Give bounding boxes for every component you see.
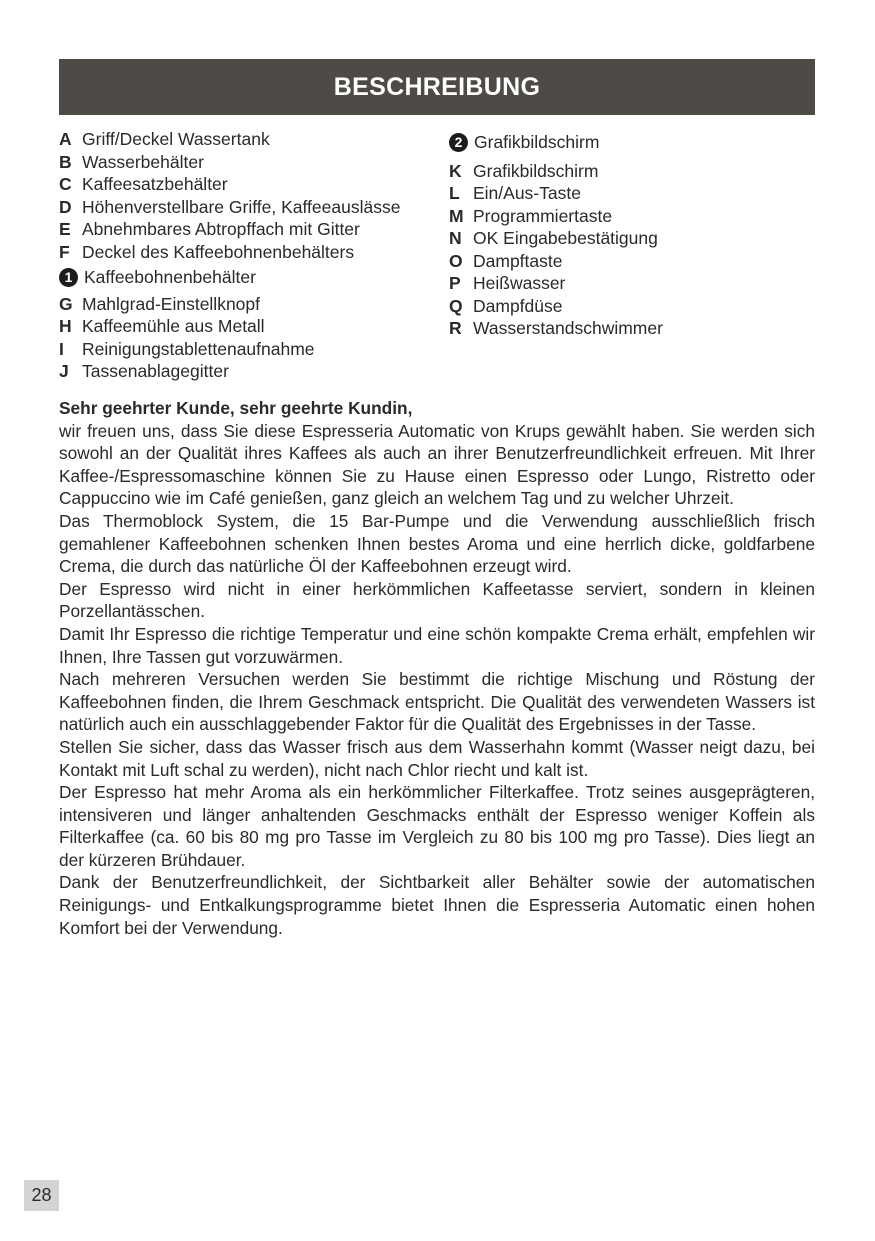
group-label: Grafikbildschirm xyxy=(474,132,600,152)
item-letter: M xyxy=(449,205,464,226)
parts-item xyxy=(449,317,819,340)
group-number-badge: 2 xyxy=(449,133,468,152)
item-label: Reinigungstablettenaufnahme xyxy=(82,338,315,359)
parts-item xyxy=(59,315,439,338)
page-number: 28 xyxy=(24,1180,59,1211)
parts-item xyxy=(59,218,439,241)
item-label: Kaffeemühle aus Metall xyxy=(82,316,265,336)
parts-item xyxy=(449,272,819,295)
body-paragraph: wir freuen uns, dass Sie diese Espresseria Automatic von Krups gewählt haben. Sie werden sich sowohl an der Qualität ihres Kaffees als auch an ihrer Benutzerfreundlichkeit erfreuen. Mit Ihrer Kaffee-/Espressomaschine können Sie zu Hause einen Espresso oder Lungo, Ristretto oder Cappuccino wie im Café genießen, ganz gleich an welchem Tag und zu welcher Uhrzeit. xyxy=(59,420,815,509)
body-paragraph: Der Espresso wird nicht in einer herkömmlichen Kaffeetasse serviert, sondern in kleinen Porzellantässchen. xyxy=(59,578,815,622)
item-letter: H xyxy=(59,316,72,336)
salutation: Sehr geehrter Kunde, sehr geehrte Kundin, xyxy=(59,398,413,418)
item-letter: D xyxy=(59,196,72,217)
item-letter: G xyxy=(59,293,73,314)
parts-list-left xyxy=(59,128,439,383)
item-letter: B xyxy=(59,151,72,172)
item-letter: A xyxy=(59,129,72,149)
item-label: Abnehmbares Abtropffach mit Gitter xyxy=(82,219,360,239)
parts-item xyxy=(449,295,819,318)
parts-item xyxy=(449,182,819,205)
parts-item xyxy=(59,241,439,264)
section-header xyxy=(59,59,815,115)
parts-item xyxy=(449,160,819,183)
item-letter: O xyxy=(449,250,463,271)
parts-item xyxy=(59,293,439,316)
parts-item xyxy=(59,196,439,219)
parts-list-right xyxy=(449,131,819,340)
parts-item xyxy=(59,151,439,174)
item-label: OK Eingabebestätigung xyxy=(473,228,658,248)
parts-item xyxy=(449,250,819,273)
item-label: Grafikbildschirm xyxy=(473,160,599,181)
item-label: Höhenverstellbare Griffe, Kaffeeauslässe xyxy=(82,196,401,217)
item-letter: I xyxy=(59,338,64,359)
group-number-badge: 1 xyxy=(59,268,78,287)
item-letter: K xyxy=(449,160,462,181)
intro-text xyxy=(59,397,815,939)
item-letter: E xyxy=(59,219,71,239)
group-heading xyxy=(449,131,819,154)
body-paragraph: Dank der Benutzerfreundlichkeit, der Sichtbarkeit aller Behälter sowie der automatischen Reinigungs- und Entkalkungsprogramme bietet Ihnen die Espresseria Automatic einen hohen Komfort bei der Verwendung. xyxy=(59,872,815,938)
item-label: Wasserstandschwimmer xyxy=(473,318,663,338)
body-paragraph: Nach mehreren Versuchen werden Sie bestimmt die richtige Mischung und Röstung der Kaffeebohnen finden, die Ihrem Geschmack entspricht. Die Qualität des verwendeten Wassers ist natürlich auch ein ausschlaggebender Faktor für die Qualität des Ergebnisses in der Tasse. xyxy=(59,669,815,735)
parts-item xyxy=(59,128,439,151)
item-label: Kaffeesatzbehälter xyxy=(82,174,228,194)
item-label: Wasserbehälter xyxy=(82,151,204,172)
item-letter: Q xyxy=(449,295,463,316)
item-letter: P xyxy=(449,273,461,293)
item-label: Mahlgrad-Einstellknopf xyxy=(82,293,261,314)
item-label: Griff/Deckel Wassertank xyxy=(82,129,270,149)
group-heading xyxy=(59,266,439,289)
group-label: Kaffeebohnenbehälter xyxy=(84,267,256,287)
item-label: Dampfdüse xyxy=(473,295,563,316)
body-paragraph: Das Thermoblock System, die 15 Bar-Pumpe und die Verwendung ausschließlich frisch gemahlener Kaffeebohnen schenken Ihnen bestes Aroma und eine herrlich dicke, goldfarbene Crema, die durch das natürliche Öl der Kaffeebohnen erzeugt wird. xyxy=(59,510,815,577)
item-letter: C xyxy=(59,174,72,194)
item-letter: J xyxy=(59,361,69,381)
parts-item xyxy=(59,338,439,361)
item-label: Heißwasser xyxy=(473,273,566,293)
parts-item xyxy=(449,227,819,250)
section-title: BESCHREIBUNG xyxy=(333,72,541,101)
item-label: Ein/Aus-Taste xyxy=(473,183,581,203)
body-paragraph: Damit Ihr Espresso die richtige Temperatur und eine schön kompakte Crema erhält, empfehlen wir Ihnen, Ihre Tassen gut vorzuwärmen. xyxy=(59,623,815,667)
item-label: Programmiertaste xyxy=(473,205,613,226)
parts-item xyxy=(59,360,439,383)
parts-item xyxy=(59,173,439,196)
body-paragraph: Der Espresso hat mehr Aroma als ein herkömmlicher Filterkaffee. Trotz seines ausgeprägteren, intensiveren und länger anhaltenden Geschmacks enthält der Espresso weniger Koffein als Filterkaffee (ca. 60 bis 80 mg pro Tasse im Vergleich zu 80 bis 100 mg pro Tasse). Dies liegt an der kürzeren Brühdauer. xyxy=(59,782,815,870)
item-letter: L xyxy=(449,183,460,203)
item-letter: F xyxy=(59,241,70,262)
item-label: Deckel des Kaffeebohnenbehälters xyxy=(82,241,355,262)
parts-item xyxy=(449,205,819,228)
body-paragraph: Stellen Sie sicher, dass das Wasser frisch aus dem Wasserhahn kommt (Wasser neigt dazu, bei Kontakt mit Luft schal zu werden), nicht nach Chlor riecht und kalt ist. xyxy=(59,736,815,780)
item-letter: R xyxy=(449,318,462,338)
item-letter: N xyxy=(449,228,462,248)
item-label: Dampftaste xyxy=(473,250,563,271)
item-label: Tassenablagegitter xyxy=(82,361,229,381)
